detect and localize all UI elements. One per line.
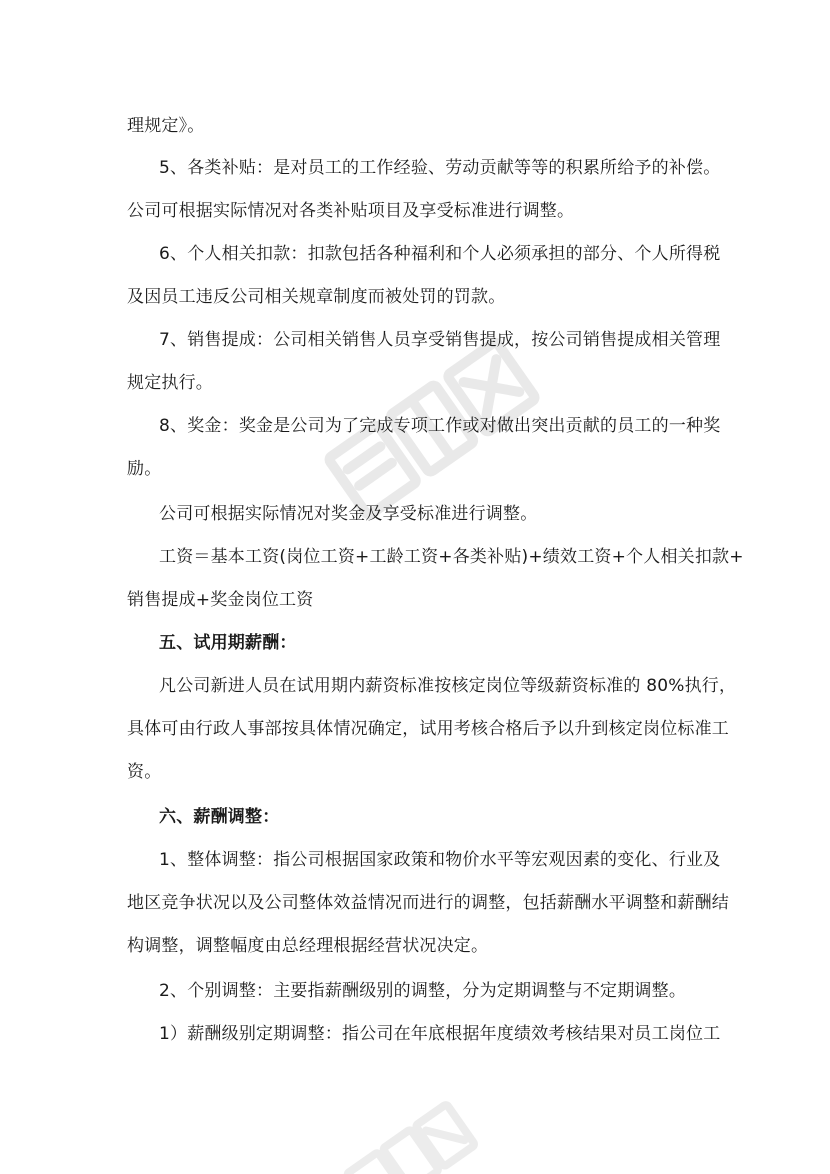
text-line: 规定执行。 xyxy=(127,373,213,393)
text-line: 凡公司新进人员在试用期内薪资标准按核定岗位等级薪资标准的 80%执行， xyxy=(159,676,737,696)
text-line: 1）薪酬级别定期调整：指公司在年底根据年度绩效考核结果对员工岗位工 xyxy=(159,1024,721,1044)
text-line: 公司可根据实际情况对奖金及享受标准进行调整。 xyxy=(159,504,538,524)
text-line: 6、个人相关扣款：扣款包括各种福利和个人必须承担的部分、个人所得税 xyxy=(159,244,721,264)
section-heading: 五、试用期薪酬： xyxy=(159,633,297,653)
text-line: 构调整，调整幅度由总经理根据经营状况决定。 xyxy=(127,936,489,956)
text-line: 8、奖金：奖金是公司为了完成专项工作或对做出突出贡献的员工的一种奖 xyxy=(159,416,721,436)
text-line: 及因员工违反公司相关规章制度而被处罚的罚款。 xyxy=(127,287,506,307)
text-line: 销售提成+奖金岗位工资 xyxy=(127,590,314,610)
watermark-stamp-icon xyxy=(330,1080,490,1174)
text-line: 2、个别调整：主要指薪酬级别的调整，分为定期调整与不定期调整。 xyxy=(159,981,687,1001)
text-line: 理规定》。 xyxy=(127,116,205,136)
text-line: 工资＝基本工资(岗位工资+工龄工资+各类补贴)+绩效工资+个人相关扣款+ xyxy=(159,547,744,567)
section-heading: 六、薪酬调整： xyxy=(159,807,280,827)
text-line: 7、销售提成：公司相关销售人员享受销售提成，按公司销售提成相关管理 xyxy=(159,330,721,350)
text-line: 5、各类补贴：是对员工的工作经验、劳动贡献等等的积累所给予的补偿。 xyxy=(159,158,721,178)
watermark-logo-bottom xyxy=(330,1080,490,1174)
text-line: 具体可由行政人事部按具体情况确定，试用考核合格后予以升到核定岗位标准工 xyxy=(127,719,729,739)
text-line: 资。 xyxy=(127,762,162,782)
text-line: 励。 xyxy=(127,459,162,479)
text-line: 1、整体调整：指公司根据国家政策和物价水平等宏观因素的变化、行业及 xyxy=(159,850,721,870)
text-line: 公司可根据实际情况对各类补贴项目及享受标准进行调整。 xyxy=(127,201,575,221)
text-line: 地区竞争状况以及公司整体效益情况而进行的调整，包括薪酬水平调整和薪酬结 xyxy=(127,893,729,913)
